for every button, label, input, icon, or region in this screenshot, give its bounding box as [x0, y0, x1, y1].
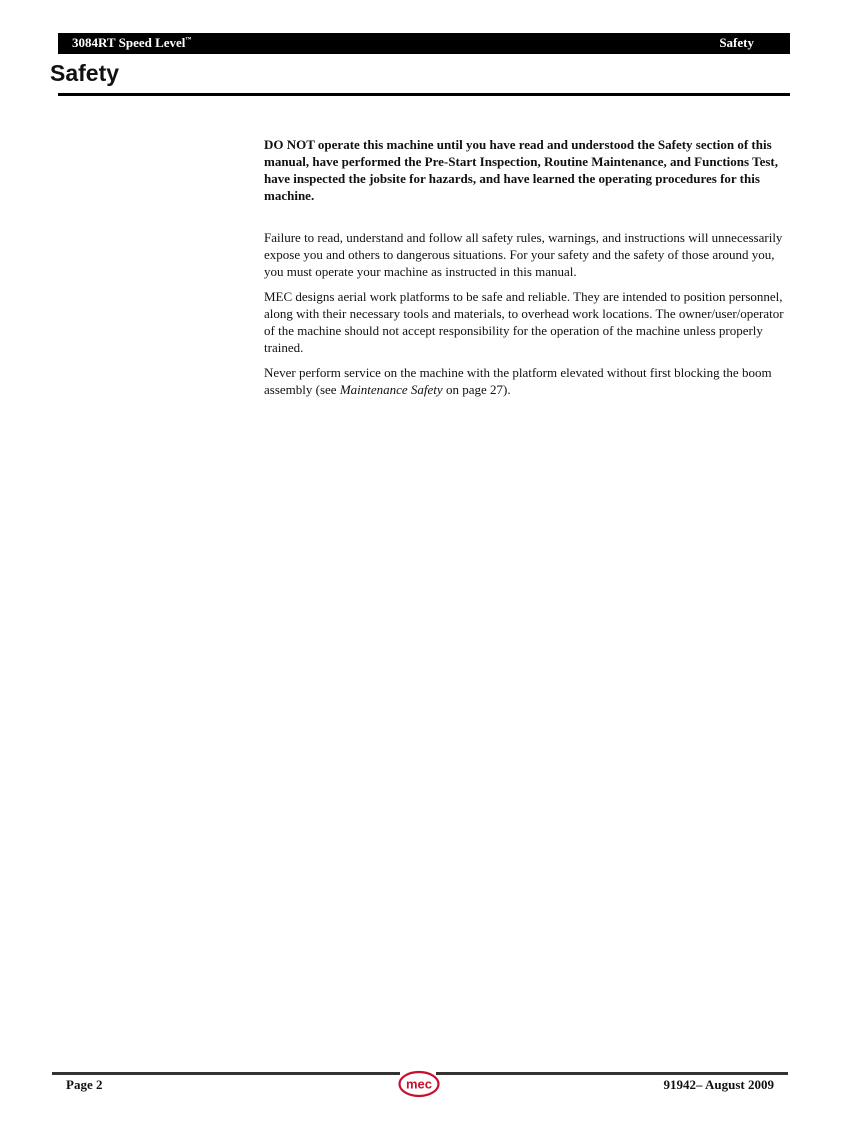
footer-doc-number: 91942– August 2009: [663, 1077, 774, 1092]
warning-paragraph: DO NOT operate this machine until you have read and understood the Safety section of this manual, have performed the Pre-Start Inspection, Routine Maintenance, and Functions Test, have inspected the jobsite for hazards, and have learned the operating procedures for this machine.: [264, 137, 778, 203]
header-doc-title-text: 3084RT Speed Level: [72, 35, 186, 50]
main-content: [264, 136, 790, 406]
header-section-label: Safety: [719, 35, 754, 50]
header-doc-title: [72, 35, 191, 51]
paragraph-failure-to-read: Failure to read, understand and follow all safety rules, warnings, and instructions will unnecessarily expose you and others to dangerous situations. For your safety and the safety of those around you, you must operate your machine as instructed in this manual.: [264, 230, 783, 279]
maintenance-safety-reference[interactable]: Maintenance Safety: [339, 382, 443, 397]
footer-rule-right: [436, 1072, 788, 1075]
mec-logo-icon: [398, 1070, 440, 1098]
running-header: [58, 33, 790, 54]
paragraph-mec-designs: MEC designs aerial work platforms to be safe and reliable. They are intended to position personnel, along with their necessary tools and materials, to overhead work locations. The owner/user/operator of the machine should not accept responsibility for the operation of the machine unless properly trained.: [264, 289, 784, 355]
logo-text: mec: [405, 1076, 433, 1092]
paragraph-text-end: on page 27).: [442, 382, 511, 397]
page-title: Safety: [50, 60, 120, 86]
footer-page-number: Page 2: [66, 1077, 103, 1092]
title-divider: [58, 93, 790, 96]
paragraph-never-perform-service: [264, 364, 790, 398]
footer-rule-left: [52, 1072, 400, 1075]
paragraph-text-start: Never perform service on the machine with the platform elevated without first blocking the boom assembly (see: [264, 365, 772, 397]
trademark-mark: ™: [185, 37, 192, 43]
